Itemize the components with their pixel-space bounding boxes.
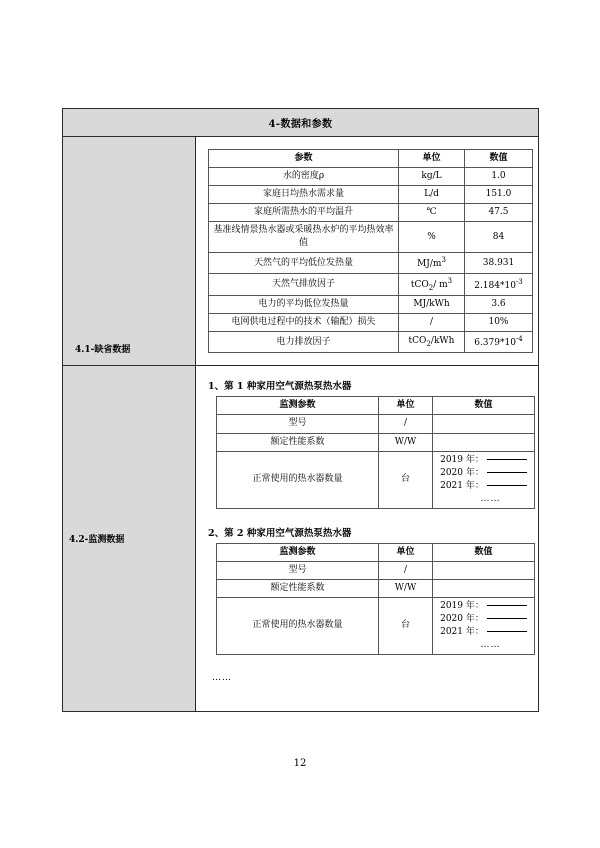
monitor-parameter-unit: / (379, 561, 433, 579)
year-blank-field[interactable] (487, 604, 527, 606)
monitor-parameter-name: 正常使用的热水器数量 (217, 597, 379, 654)
page-number: 12 (293, 758, 307, 769)
year-blank-field[interactable] (487, 471, 527, 473)
monitor-parameter-name: 型号 (217, 415, 379, 433)
data-and-parameters-table (62, 108, 539, 712)
yearly-count-entries (433, 597, 535, 654)
column-header-monitor-parameter: 监测参数 (217, 543, 379, 561)
parameter-name: 基准线情景热水器或采暖热水炉的平均热效率值 (209, 222, 399, 253)
table-row (209, 314, 533, 332)
monitor-parameter-unit: 台 (379, 597, 433, 654)
table-row (217, 579, 535, 597)
parameter-name: 电网供电过程中的技术（输配）损失 (209, 314, 399, 332)
subsection-heading-2: 2、第 2 种家用空气源热泵热水器 (208, 527, 352, 539)
table-row (217, 397, 535, 415)
table-row (217, 597, 535, 654)
table-row (217, 543, 535, 561)
yearly-count-entries (433, 451, 535, 508)
column-header-monitor-parameter: 监测参数 (217, 397, 379, 415)
monitor-parameter-value[interactable] (433, 433, 535, 451)
year-label: 2021 年： (440, 626, 484, 637)
parameter-unit: % (399, 222, 465, 253)
parameter-value: 38.931 (465, 253, 533, 274)
year-label: 2019 年： (440, 600, 484, 611)
parameter-unit: ℃ (399, 204, 465, 222)
table-header-row (63, 109, 539, 137)
parameter-unit: $MJ/m^3$ (399, 253, 465, 274)
monitor-parameter-unit: 台 (379, 451, 433, 508)
monitor-parameter-name: 额定性能系数 (217, 433, 379, 451)
column-header-unit: 单位 (379, 543, 433, 561)
year-blank-field[interactable] (487, 617, 527, 619)
table-row (217, 433, 535, 451)
monitor-parameter-unit: / (379, 415, 433, 433)
parameter-value: 151.0 (465, 186, 533, 204)
parameter-value: $2.184*10^{-3}$ (465, 274, 533, 296)
column-header-value: 数值 (433, 543, 535, 561)
parameter-value: 3.6 (465, 296, 533, 314)
parameter-name: 天然气的平均低位发热量 (209, 253, 399, 274)
subsection-heading-1: 1、第 1 种家用空气源热泵热水器 (208, 381, 352, 393)
year-label: 2020 年： (440, 613, 484, 624)
parameter-name: 家庭日均热水需求量 (209, 186, 399, 204)
year-entry[interactable] (436, 480, 531, 493)
section-row-monitoring-data (63, 366, 539, 712)
section-label-cell-4-1 (63, 137, 196, 366)
parameter-unit: tCO$_2$/ $m^3$ (399, 274, 465, 296)
table-row (209, 168, 533, 186)
parameter-value: $6.379*10^{-4}$ (465, 332, 533, 353)
year-label: 2021 年： (440, 480, 484, 491)
table-row (217, 415, 535, 433)
parameter-value: 10% (465, 314, 533, 332)
table-row (209, 296, 533, 314)
table-row (217, 451, 535, 508)
monitor-parameter-unit: W/W (379, 433, 433, 451)
monitor-parameter-name: 正常使用的热水器数量 (217, 451, 379, 508)
monitor-parameter-value[interactable] (433, 579, 535, 597)
section-label-cell-4-2 (63, 366, 196, 712)
parameter-value: 1.0 (465, 168, 533, 186)
parameter-name: 天然气排放因子 (209, 274, 399, 296)
parameter-unit: kg/L (399, 168, 465, 186)
year-entries-ellipsis: …… (480, 493, 501, 504)
section-content-4-1 (196, 137, 539, 366)
year-entry[interactable] (436, 600, 531, 613)
section-label-4-1: 4.1-缺省数据 (75, 345, 131, 356)
parameter-value: 84 (465, 222, 533, 253)
year-label: 2020 年： (440, 467, 484, 478)
parameter-name: 电力排放因子 (209, 332, 399, 353)
column-header-value: 数值 (465, 150, 533, 168)
monitoring-table-2 (216, 543, 535, 655)
year-entry[interactable] (436, 626, 531, 639)
parameter-unit: MJ/kWh (399, 296, 465, 314)
section-label-4-2: 4.2-监测数据 (69, 535, 125, 546)
parameter-name: 水的密度ρ (209, 168, 399, 186)
section-trailing-ellipsis: …… (212, 673, 232, 684)
year-entry[interactable] (436, 613, 531, 626)
parameter-unit: / (399, 314, 465, 332)
column-header-value: 数值 (433, 397, 535, 415)
year-entry[interactable] (436, 454, 531, 467)
year-blank-field[interactable] (487, 458, 527, 460)
column-header-unit: 单位 (379, 397, 433, 415)
parameter-name: 家庭所需热水的平均温升 (209, 204, 399, 222)
monitor-parameter-unit: W/W (379, 579, 433, 597)
monitoring-table-1 (216, 396, 535, 508)
column-header-unit: 单位 (399, 150, 465, 168)
parameter-value: 47.5 (465, 204, 533, 222)
table-row (209, 222, 533, 253)
year-entry[interactable] (436, 467, 531, 480)
table-row (209, 274, 533, 296)
monitor-parameter-value[interactable] (433, 415, 535, 433)
year-entries-ellipsis: …… (480, 640, 501, 651)
year-blank-field[interactable] (487, 630, 527, 632)
table-row (217, 561, 535, 579)
table-row (209, 204, 533, 222)
parameter-name: 电力的平均低位发热量 (209, 296, 399, 314)
monitor-parameter-name: 型号 (217, 561, 379, 579)
default-parameters-table (208, 149, 533, 353)
table-row (209, 332, 533, 353)
year-blank-field[interactable] (487, 484, 527, 486)
parameter-unit: tCO$_2$/kWh (399, 332, 465, 353)
monitor-parameter-value[interactable] (433, 561, 535, 579)
table-row (209, 253, 533, 274)
year-label: 2019 年： (440, 454, 484, 465)
section-row-default-data (63, 137, 539, 366)
section-content-4-2 (196, 366, 539, 712)
table-row (209, 150, 533, 168)
parameter-unit: L/d (399, 186, 465, 204)
section-title: 4-数据和参数 (63, 109, 539, 137)
monitor-parameter-name: 额定性能系数 (217, 579, 379, 597)
column-header-parameter: 参数 (209, 150, 399, 168)
table-row (209, 186, 533, 204)
